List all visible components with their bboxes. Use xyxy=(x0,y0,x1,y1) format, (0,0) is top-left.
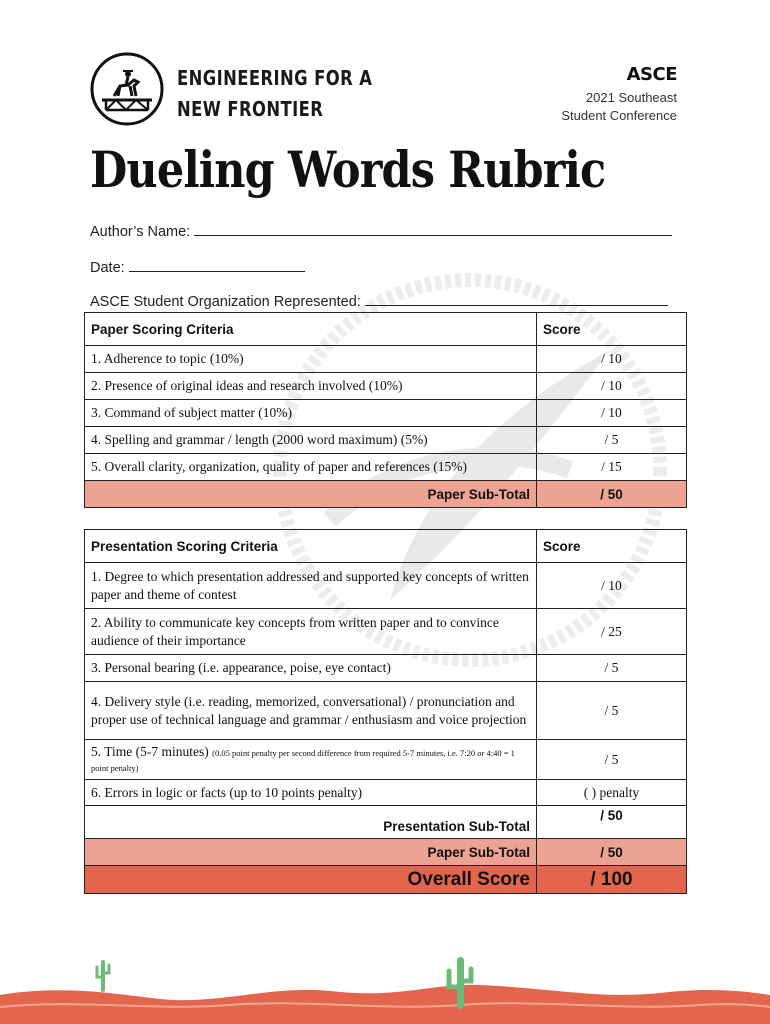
presentation-score-cell[interactable]: / 10 xyxy=(537,563,687,609)
presentation-criterion: 3. Personal bearing (i.e. appearance, poise, eye contact) xyxy=(85,655,537,682)
cactus-icon xyxy=(93,955,113,995)
table-row xyxy=(85,427,687,454)
paper-criterion: 3. Command of subject matter (10%) xyxy=(85,400,537,427)
overall-score-value[interactable]: / 100 xyxy=(537,866,687,894)
time-criterion-label: 5. Time (5-7 minutes) xyxy=(91,743,209,759)
table-row xyxy=(85,655,687,682)
conference-title-line1: ENGINEERING FOR A xyxy=(177,66,373,90)
organization-line[interactable] xyxy=(365,291,668,306)
paper-subtotal-score[interactable]: / 50 xyxy=(537,481,687,508)
date-label: Date: xyxy=(90,260,125,276)
conference-title xyxy=(177,63,415,125)
presentation-subtotal-score[interactable]: / 50 xyxy=(537,806,687,839)
presentation-criterion: 6. Errors in logic or facts (up to 10 points penalty) xyxy=(85,780,537,806)
presentation-score-header: Score xyxy=(537,530,687,563)
date-field[interactable] xyxy=(90,257,305,276)
date-line[interactable] xyxy=(129,257,305,272)
presentation-score-cell[interactable]: / 5 xyxy=(537,740,687,780)
paper-subtotal-label: Paper Sub-Total xyxy=(85,481,537,508)
paper-scoring-table xyxy=(84,312,687,508)
organization-field[interactable] xyxy=(90,291,668,310)
paper-criterion: 1. Adherence to topic (10%) xyxy=(85,346,537,373)
presentation-score-cell[interactable]: / 5 xyxy=(537,655,687,682)
cactus-icon xyxy=(444,955,476,1011)
organization-label: ASCE Student Organization Represented: xyxy=(90,294,361,310)
table-row xyxy=(85,806,687,839)
paper-score-header: Score xyxy=(537,313,687,346)
presentation-subtotal-label: Presentation Sub-Total xyxy=(85,806,537,839)
table-row xyxy=(85,346,687,373)
table-row xyxy=(85,400,687,427)
presentation-penalty-cell[interactable]: ( ) penalty xyxy=(537,780,687,806)
summary-paper-subtotal-score[interactable]: / 50 xyxy=(537,839,687,866)
event-line2: Student Conference xyxy=(561,108,677,123)
paper-score-cell[interactable]: / 15 xyxy=(537,454,687,481)
paper-criterion: 2. Presence of original ideas and research involved (10%) xyxy=(85,373,537,400)
paper-score-cell[interactable]: / 5 xyxy=(537,427,687,454)
asce-branding xyxy=(561,64,677,125)
event-line1: 2021 Southeast xyxy=(585,90,677,105)
table-row xyxy=(85,682,687,740)
page-title: Dueling Words Rubric xyxy=(90,140,606,199)
table-row xyxy=(85,373,687,400)
presentation-criterion: 4. Delivery style (i.e. reading, memorized, conversational) / pronunciation and proper use of technical language and grammar / enthusiasm and voice projection xyxy=(85,682,537,740)
table-row xyxy=(85,563,687,609)
time-penalty-note: (0.05 point penalty per second difference from required 5-7 minutes, i.e. 7:20 or 4:40 = 1 point penalty) xyxy=(91,747,515,773)
summary-paper-subtotal-label: Paper Sub-Total xyxy=(85,839,537,866)
presentation-scoring-table xyxy=(84,529,687,894)
paper-score-cell[interactable]: / 10 xyxy=(537,373,687,400)
paper-criterion: 5. Overall clarity, organization, quality of paper and references (15%) xyxy=(85,454,537,481)
table-row xyxy=(85,740,687,780)
presentation-criterion: 2. Ability to communicate key concepts from written paper and to convince audience of their importance xyxy=(85,609,537,655)
asce-logo: ASCE xyxy=(626,64,677,85)
table-row xyxy=(85,454,687,481)
presentation-criterion-time xyxy=(85,740,537,780)
paper-criteria-header: Paper Scoring Criteria xyxy=(85,313,537,346)
paper-score-cell[interactable]: / 10 xyxy=(537,346,687,373)
paper-criterion: 4. Spelling and grammar / length (2000 word maximum) (5%) xyxy=(85,427,537,454)
author-name-field[interactable] xyxy=(90,221,672,240)
presentation-score-cell[interactable]: / 5 xyxy=(537,682,687,740)
author-name-label: Author’s Name: xyxy=(90,224,191,240)
cowboy-bridge-logo-icon xyxy=(90,52,164,126)
presentation-criterion: 1. Degree to which presentation addressed and supported key concepts of written paper and theme of contest xyxy=(85,563,537,609)
overall-score-label: Overall Score xyxy=(85,866,537,894)
presentation-criteria-header: Presentation Scoring Criteria xyxy=(85,530,537,563)
presentation-score-cell[interactable]: / 25 xyxy=(537,609,687,655)
desert-footer-graphic xyxy=(0,955,770,1024)
table-row xyxy=(85,780,687,806)
paper-score-cell[interactable]: / 10 xyxy=(537,400,687,427)
author-name-line[interactable] xyxy=(194,221,672,236)
conference-title-line2: NEW FRONTIER xyxy=(177,97,324,121)
table-row xyxy=(85,609,687,655)
